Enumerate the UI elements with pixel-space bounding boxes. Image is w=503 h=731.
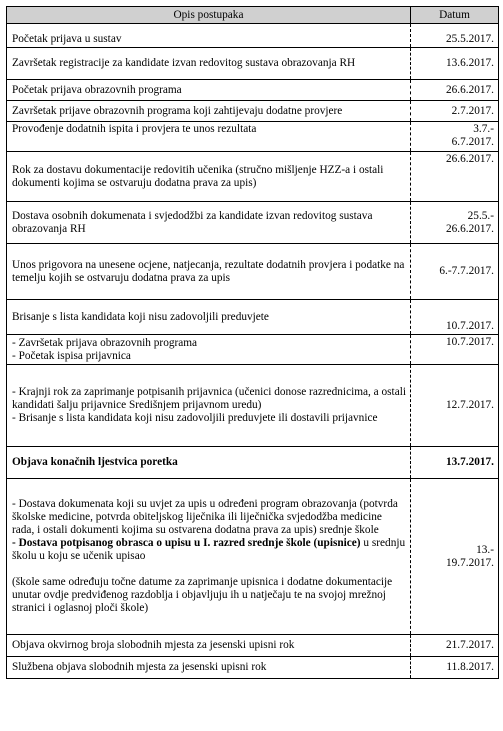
column-header-date: Datum — [411, 7, 499, 24]
row-description: Dostava osobnih dokumenata i svjedodžbi za kandidate izvan redovitog sustava obrazovanja RH — [7, 202, 411, 244]
row-description — [7, 365, 411, 447]
table-row — [7, 335, 499, 365]
row-date: 12.7.2017. — [411, 365, 499, 447]
row-date: 11.8.2017. — [411, 657, 499, 679]
table-row — [7, 152, 499, 202]
row-line-1: - Dostava dokumenata koji su uvjet za upis u određeni program obrazovanja (potvrda školske medicine, potvrda obiteljskog liječnika ili liječnička svjedodžba medicine rada, i ostali dokumenti kojima su ostvarena dodatna prava za upis) srednje škole — [12, 498, 398, 536]
row-description: Završetak prijave obrazovnih programa koji zahtijevaju dodatne provjere — [7, 101, 411, 122]
row-description: Rok za dostavu dokumentacije redovitih učenika (stručno mišljenje HZZ-a i ostali dokumenti kojima se ostvaruju dodatna prava za upis) — [7, 152, 411, 202]
table-row — [7, 447, 499, 479]
row-date: 21.7.2017. — [411, 635, 499, 657]
row-line-2 — [12, 537, 406, 563]
table-row — [7, 635, 499, 657]
table-row — [7, 479, 499, 635]
table-row — [7, 365, 499, 447]
row-date-start: 13.- — [476, 543, 494, 556]
row-date: 25.5.2017. — [411, 24, 499, 48]
row-line-2: - Početak ispisa prijavnica — [12, 349, 131, 362]
table-row — [7, 80, 499, 101]
schedule-table — [6, 6, 499, 679]
row-description — [7, 479, 411, 635]
row-date-start: 25.5.- — [467, 209, 494, 222]
row-date: 6.-7.7.2017. — [411, 244, 499, 300]
table-row — [7, 101, 499, 122]
row-line-2-bold: - Dostava potpisanog obrasca o upisu u I. razred srednje škole (upisnice) — [12, 537, 361, 549]
table-row — [7, 122, 499, 152]
row-description: Objava okvirnog broja slobodnih mjesta za jesenski upisni rok — [7, 635, 411, 657]
schedule-table-container — [6, 6, 499, 679]
row-description: Završetak registracije za kandidate izvan redovitog sustava obrazovanja RH — [7, 48, 411, 80]
row-description: Službena objava slobodnih mjesta za jesenski upisni rok — [7, 657, 411, 679]
row-date-end: 6.7.2017. — [451, 136, 494, 148]
row-description: Početak prijava u sustav — [7, 24, 411, 48]
row-line-2-rest: u srednju školu u koju se učenik upisao — [12, 537, 406, 562]
row-date: 26.6.2017. — [411, 80, 499, 101]
row-gap — [12, 563, 406, 576]
row-date: 2.7.2017. — [411, 101, 499, 122]
table-row — [7, 202, 499, 244]
row-date-end: 19.7.2017. — [445, 556, 494, 569]
row-line-2: - Brisanje s lista kandidata koji nisu zadovoljili preduvjete ili dostavili prijavnice — [12, 412, 378, 424]
row-description — [7, 335, 411, 365]
row-description: Unos prigovora na unesene ocjene, natjecanja, rezultate dodatnih provjera i podatke na temelju kojih se ostvaruju dodatna prava za upis — [7, 244, 411, 300]
row-date: 10.7.2017. — [411, 300, 499, 335]
row-date-start: 3.7.- — [473, 123, 494, 135]
table-row — [7, 48, 499, 80]
table-row — [7, 24, 499, 48]
row-line-3: (škole same određuju točne datume za zaprimanje upisnica i dodatne dokumentacije unutar ovdje predviđenog razdoblja i objavljuju ih u natječaju te na svojoj mrežnoj stranici i oglasnoj ploči škole) — [12, 576, 393, 614]
row-description: Objava konačnih ljestvica poretka — [7, 447, 411, 479]
row-date-end: 26.6.2017. — [445, 222, 494, 235]
row-date — [411, 202, 499, 244]
row-description: Brisanje s lista kandidata koji nisu zadovoljili preduvjete — [7, 300, 411, 335]
column-header-description: Opis postupaka — [7, 7, 411, 24]
row-description: Početak prijava obrazovnih programa — [7, 80, 411, 101]
row-date: 10.7.2017. — [411, 335, 499, 365]
row-date: 13.6.2017. — [411, 48, 499, 80]
row-date: 13.7.2017. — [411, 447, 499, 479]
row-date — [411, 122, 499, 152]
row-line-1: - Završetak prijava obrazovnih programa — [12, 336, 198, 349]
row-description: Provođenje dodatnih ispita i provjera te unos rezultata — [7, 122, 411, 152]
row-line-1: - Krajnji rok za zaprimanje potpisanih prijavnica (učenici donose razrednicima, a ostali kandidati šalju prijavnice Središnjem prijavnom uredu) — [12, 386, 406, 411]
table-row — [7, 244, 499, 300]
row-date — [411, 479, 499, 635]
table-row — [7, 657, 499, 679]
table-row — [7, 300, 499, 335]
row-date: 26.6.2017. — [411, 152, 499, 202]
table-header-row — [7, 7, 499, 24]
